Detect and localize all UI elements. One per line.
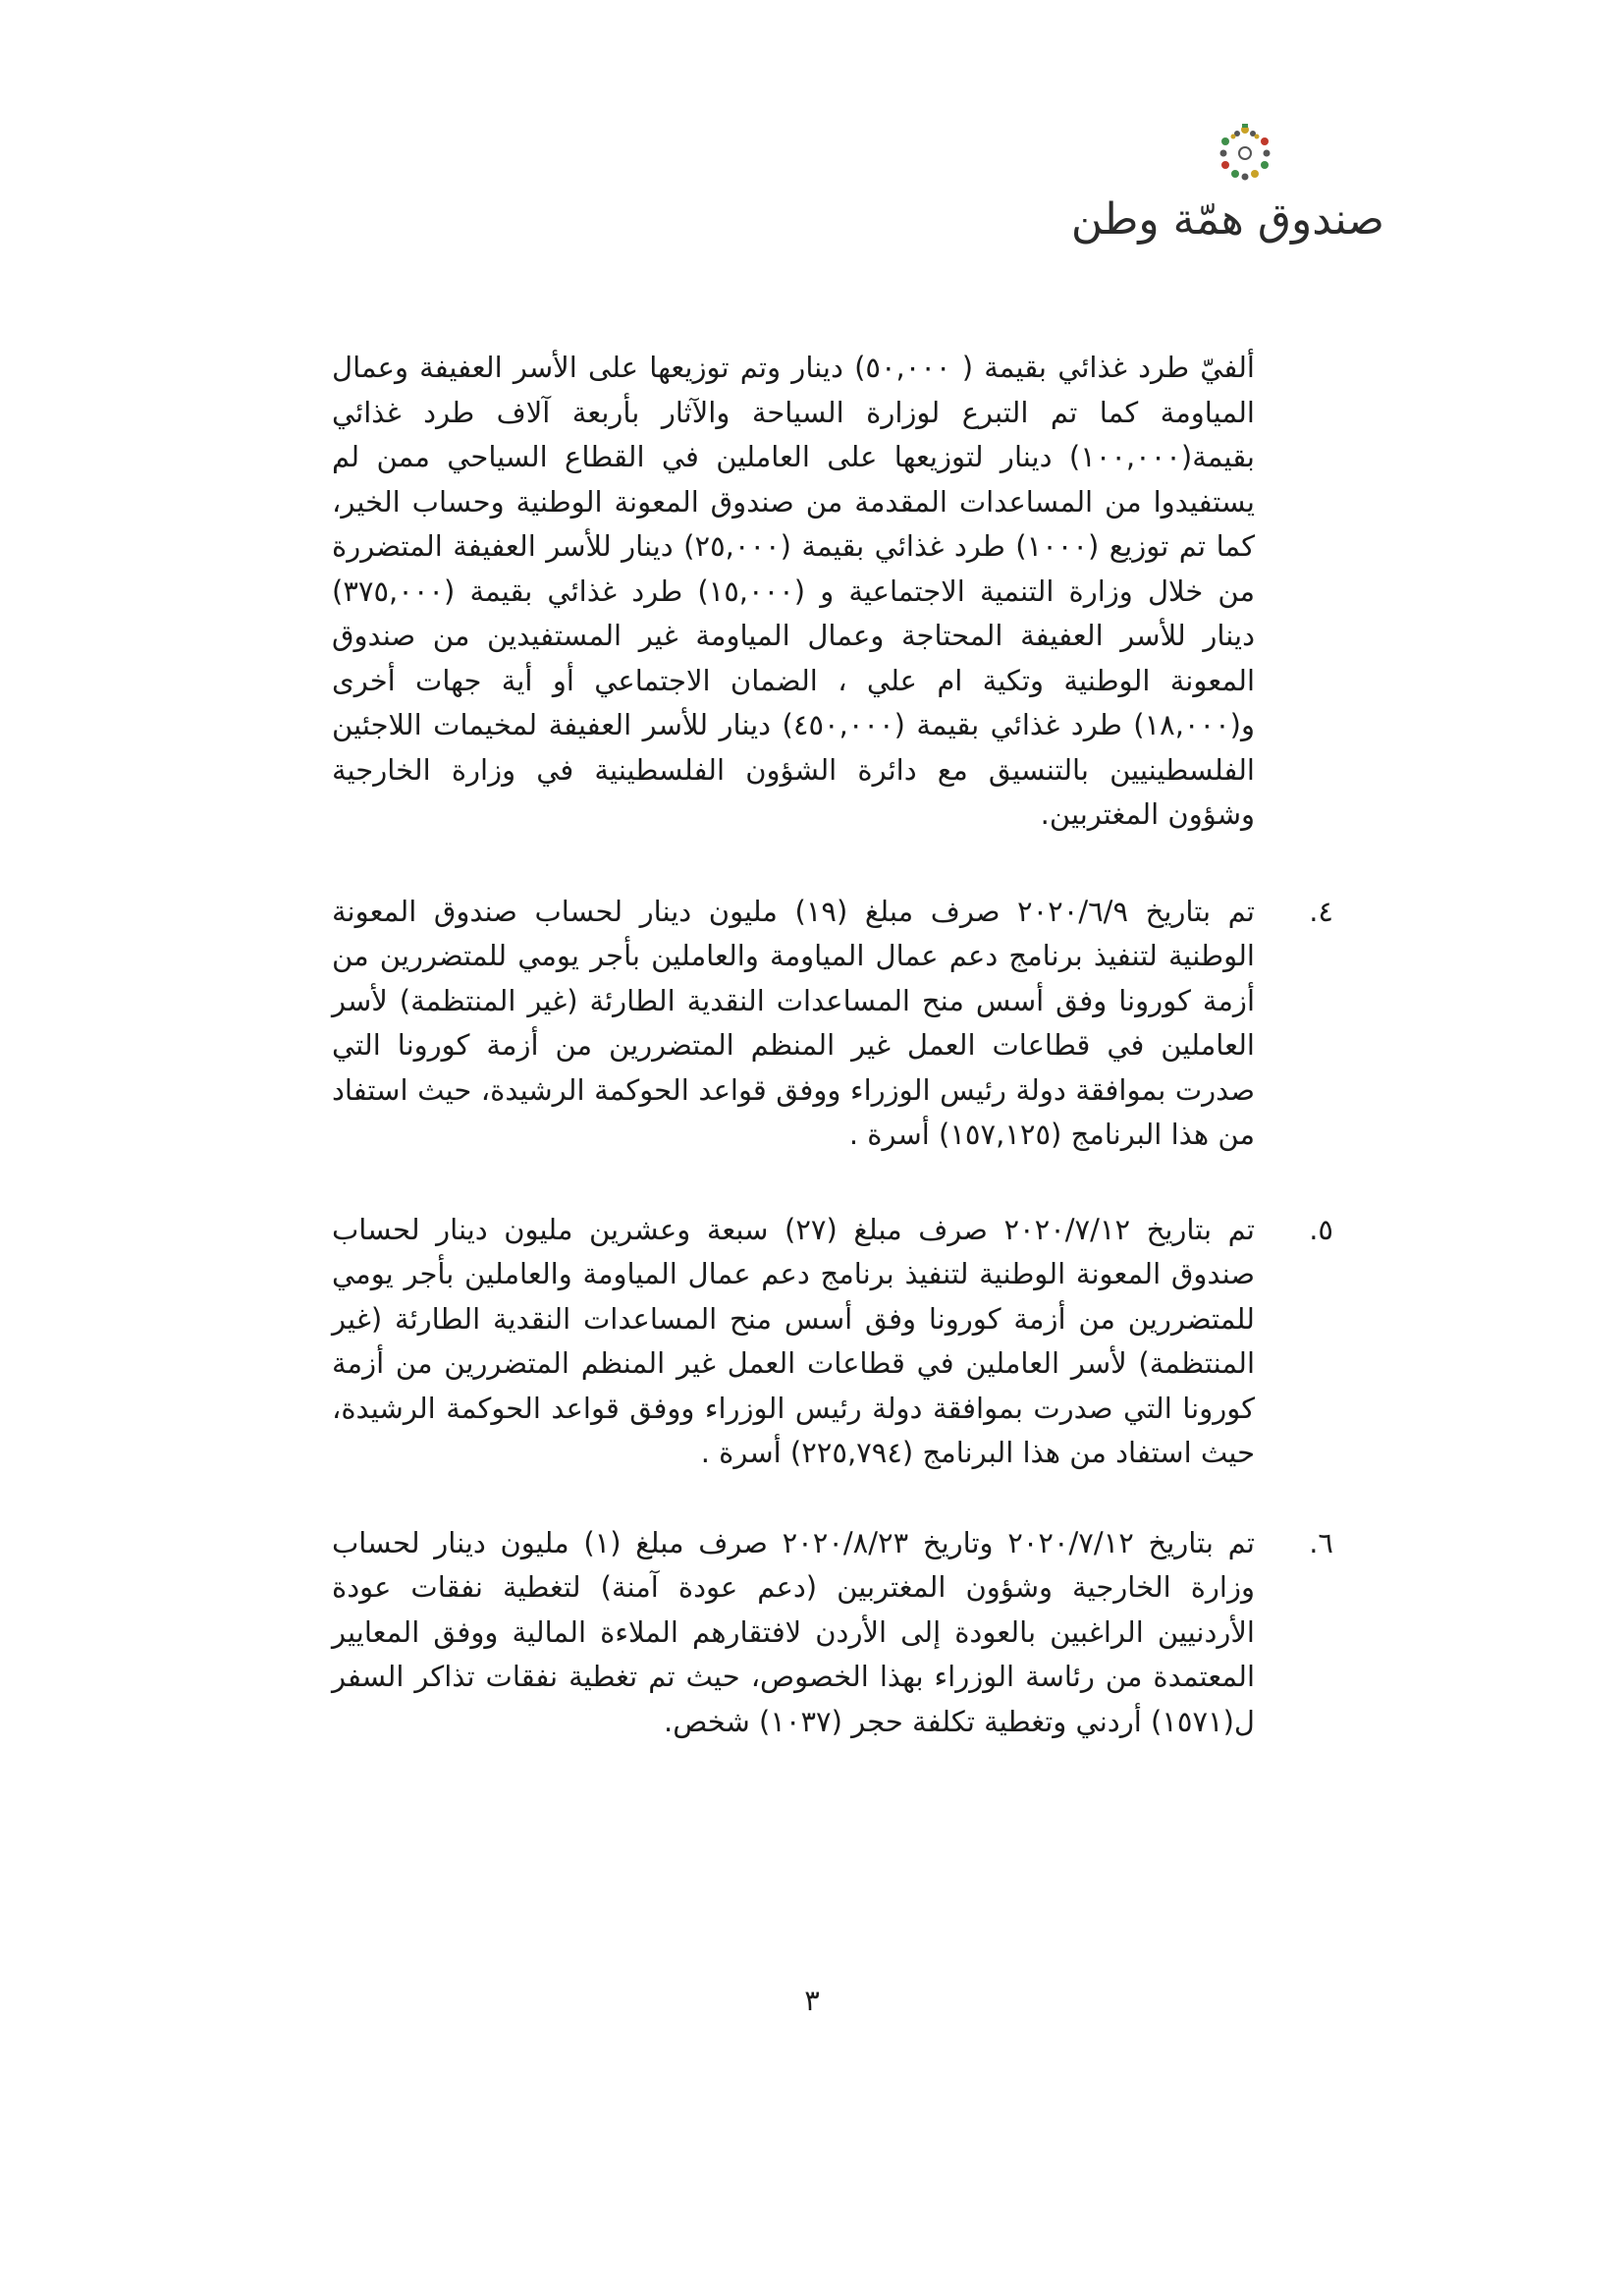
item-text: تم بتاريخ ٢٠٢٠/٧/١٢ صرف مبلغ (٢٧) سبعة وعشرين مليون دينار لحساب صندوق المعونة الوطنية لتنفيذ برنامج دعم عمال المياومة والعاملين بأجر يومي للمتضررين من أزمة كورونا وفق أسس منح المساعدات النقدية الطارئة (غير المنتظمة) لأسر العاملين في قطاعات العمل غير المنظم المتضررين من أزمة كورونا التي صدرت بموافقة دولة رئيس الوزراء ووفق قواعد الحوكمة الرشيدة، حيث استفاد من هذا البرنامج (٢٢٥,٧٩٤) أسرة . bbox=[332, 1212, 1256, 1469]
item-number: ٤. bbox=[1309, 894, 1333, 928]
item-text: تم بتاريخ ٢٠٢٠/٦/٩ صرف مبلغ (١٩) مليون دينار لحساب صندوق المعونة الوطنية لتنفيذ برنامج دعم عمال المياومة والعاملين بأجر يومي للمتضررين من أزمة كورونا وفق أسس منح المساعدات النقدية الطارئة (غير المنتظمة) لأسر العاملين في قطاعات العمل غير المنظم المتضررين من أزمة كورونا التي صدرت بموافقة دولة رئيس الوزراء ووفق قواعد الحوكمة الرشيدة، حيث استفاد من هذا البرنامج (١٥٧,١٢٥) أسرة . bbox=[332, 894, 1255, 1151]
item-text: تم بتاريخ ٢٠٢٠/٧/١٢ وتاريخ ٢٠٢٠/٨/٢٣ صرف مبلغ (١) مليون دينار لحساب وزارة الخارجية وشؤون المغتربين (دعم عودة آمنة) لتغطية نفقات عودة الأردنيين الراغبين بالعودة إلى الأردن لافتقارهم الملاءة المالية ووفق المعايير المعتمدة من رئاسة الوزراء بهذا الخصوص، حيث تم تغطية نفقات تذاكر السفر ل(١٥٧١) أردني وتغطية تكلفة حجر (١٠٣٧) شخص. bbox=[332, 1525, 1255, 1738]
list-item bbox=[332, 1521, 1333, 1745]
item-number: ٦. bbox=[1309, 1525, 1333, 1559]
numbered-list bbox=[332, 890, 1333, 1745]
logo-text: صندوق همّة وطن bbox=[1070, 194, 1384, 245]
star-ring-icon bbox=[1129, 118, 1365, 196]
logo bbox=[1070, 118, 1384, 255]
page-number: ٣ bbox=[804, 1984, 820, 2017]
list-item bbox=[332, 890, 1333, 1158]
item-number: ٥. bbox=[1309, 1212, 1333, 1246]
intro-paragraph: ألفيّ طرد غذائي بقيمة ( ٥٠,٠٠٠) دينار وتم توزيعها على الأسر العفيفة وعمال المياومة كما تم التبرع لوزارة السياحة والآثار بأربعة آلاف طرد غذائي بقيمة(١٠٠,٠٠٠) دينار لتوزيعها على العاملين في القطاع السياحي ممن لم يستفيدوا من المساعدات المقدمة من صندوق المعونة الوطنية وحساب الخير، كما تم توزيع (١٠٠٠) طرد غذائي بقيمة (٢٥,٠٠٠) دينار للأسر العفيفة المتضررة من خلال وزارة التنمية الاجتماعية و (١٥,٠٠٠) طرد غذائي بقيمة (٣٧٥,٠٠٠) دينار للأسر العفيفة المحتاجة وعمال المياومة غير المستفيدين من صندوق المعونة الوطنية وتكية ام علي ، الضمان الاجتماعي أو أية جهات أخرى و(١٨,٠٠٠) طرد غذائي بقيمة (٤٥٠,٠٠٠) دينار للأسر العفيفة لمخيمات اللاجئين الفلسطينيين بالتنسيق مع دائرة الشؤون الفلسطينية في وزارة الخارجية وشؤون المغتربين. bbox=[332, 351, 1256, 831]
list-item bbox=[332, 1208, 1333, 1476]
document-body bbox=[332, 346, 1333, 1744]
